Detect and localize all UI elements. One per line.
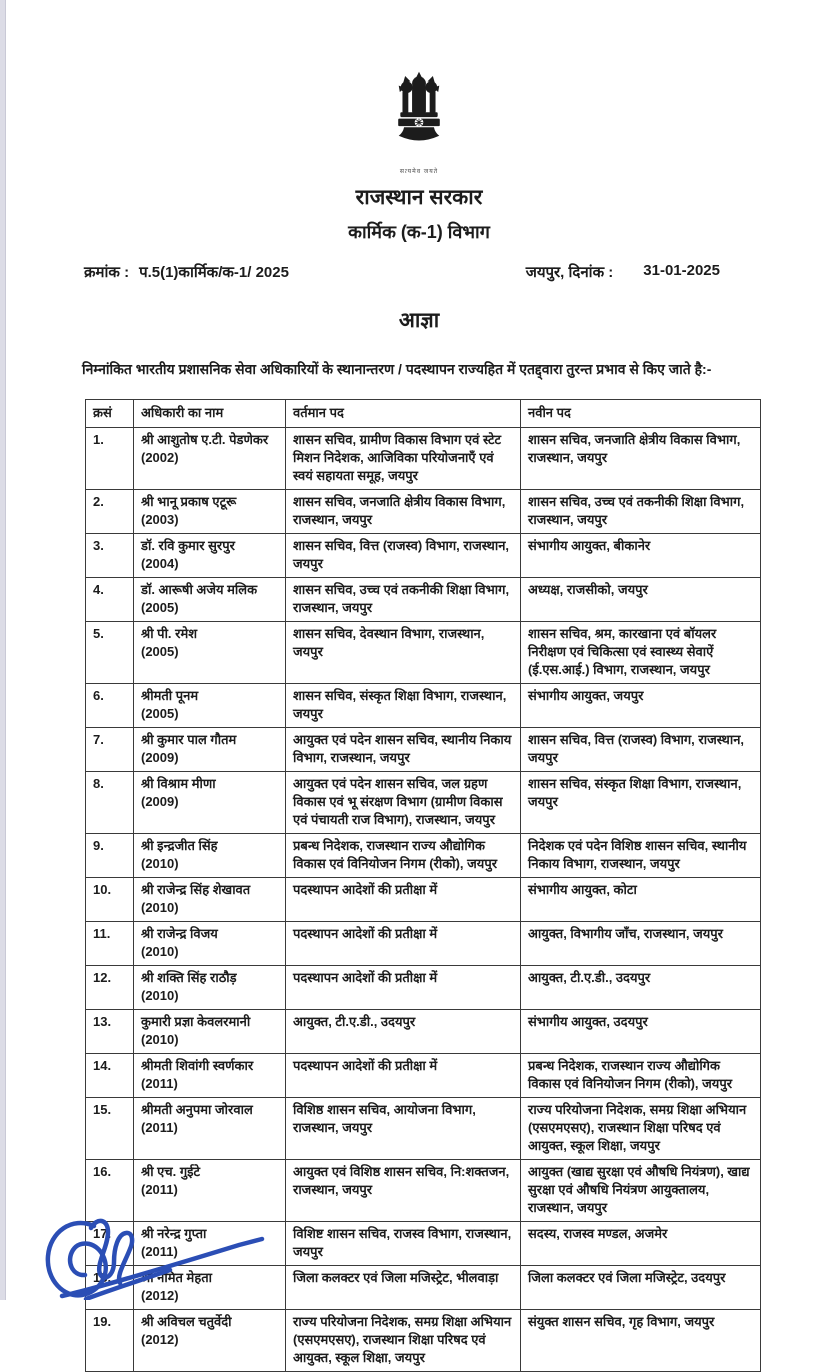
officer-name: श्री पी. रमेश bbox=[141, 626, 198, 641]
cell-current-post: जिला कलक्टर एवं जिला मजिस्ट्रेट, भीलवाड़ा bbox=[286, 1266, 521, 1310]
cell-officer-name bbox=[134, 1010, 286, 1054]
cell-serial: 18. bbox=[86, 1266, 134, 1310]
table-row bbox=[86, 1310, 761, 1372]
table-row bbox=[86, 490, 761, 534]
table-row bbox=[86, 428, 761, 490]
officer-batch-year: (2003) bbox=[141, 512, 179, 527]
cell-serial: 4. bbox=[86, 578, 134, 622]
officer-name: श्री आशुतोष ए.टी. पेडणेकर bbox=[141, 432, 269, 447]
officer-name: श्री नमित मेहता bbox=[141, 1270, 213, 1285]
cell-serial: 5. bbox=[86, 622, 134, 684]
cell-current-post: आयुक्त एवं पदेन शासन सचिव, जल ग्रहण विकास एवं भू संरक्षण विभाग (ग्रामीण विकास एवं पंचायती राज विभाग), राजस्थान, जयपुर bbox=[286, 772, 521, 834]
officer-batch-year: (2005) bbox=[141, 600, 179, 615]
cell-officer-name bbox=[134, 1310, 286, 1372]
officer-name: श्रीमती शिवांगी स्वर्णकार bbox=[141, 1058, 254, 1073]
order-document bbox=[6, 0, 832, 1365]
ref-number: प.5(1)कार्मिक/क-1/ 2025 bbox=[139, 264, 289, 281]
cell-current-post: शासन सचिव, उच्च एवं तकनीकी शिक्षा विभाग, राजस्थान, जयपुर bbox=[286, 578, 521, 622]
cell-new-post: आयुक्त, टी.ए.डी., उदयपुर bbox=[521, 966, 761, 1010]
cell-current-post: विशिष्ठ शासन सचिव, आयोजना विभाग, राजस्थान, जयपुर bbox=[286, 1098, 521, 1160]
table-row bbox=[86, 1010, 761, 1054]
ashoka-emblem-icon bbox=[387, 68, 451, 169]
reference-row bbox=[6, 262, 832, 282]
officer-name: श्री राजेन्द्र विजय bbox=[141, 926, 218, 941]
cell-new-post: संभागीय आयुक्त, बीकानेर bbox=[521, 534, 761, 578]
cell-new-post: आयुक्त, विभागीय जाँच, राजस्थान, जयपुर bbox=[521, 922, 761, 966]
place-date-label: जयपुर, दिनांक : bbox=[525, 264, 614, 281]
cell-new-post: शासन सचिव, जनजाति क्षेत्रीय विकास विभाग, राजस्थान, जयपुर bbox=[521, 428, 761, 490]
table-row bbox=[86, 878, 761, 922]
cell-officer-name bbox=[134, 772, 286, 834]
cell-current-post: आयुक्त एवं पदेन शासन सचिव, स्थानीय निकाय विभाग, राजस्थान, जयपुर bbox=[286, 728, 521, 772]
cell-serial: 8. bbox=[86, 772, 134, 834]
cell-officer-name bbox=[134, 728, 286, 772]
cell-current-post: पदस्थापन आदेशों की प्रतीक्षा में bbox=[286, 1054, 521, 1098]
table-row bbox=[86, 578, 761, 622]
reference-left bbox=[84, 262, 289, 282]
header-new-post: नवीन पद bbox=[521, 400, 761, 428]
officer-name: श्री भानू प्रकाष एटूरू bbox=[141, 494, 237, 509]
officer-batch-year: (2005) bbox=[141, 706, 179, 721]
officer-batch-year: (2011) bbox=[141, 1182, 178, 1197]
officer-name: श्री इन्द्रजीत सिंह bbox=[141, 838, 218, 853]
header-current-post: वर्तमान पद bbox=[286, 400, 521, 428]
intro-paragraph: निम्नांकित भारतीय प्रशासनिक सेवा अधिकारियों के स्थानान्तरण / पदस्थापन राज्यहित में एतद्द्वारा तुरन्त प्रभाव से किए जाते है:- bbox=[82, 361, 712, 377]
cell-officer-name bbox=[134, 966, 286, 1010]
order-title: आज्ञा bbox=[398, 309, 440, 332]
cell-officer-name bbox=[134, 922, 286, 966]
emblem-block bbox=[6, 0, 832, 175]
officer-name: श्री अविचल चतुर्वेदी bbox=[141, 1314, 232, 1329]
cell-serial: 13. bbox=[86, 1010, 134, 1054]
table-row bbox=[86, 1266, 761, 1310]
cell-current-post: शासन सचिव, देवस्थान विभाग, राजस्थान, जयपुर bbox=[286, 622, 521, 684]
cell-current-post: शासन सचिव, जनजाति क्षेत्रीय विकास विभाग, राजस्थान, जयपुर bbox=[286, 490, 521, 534]
header-officer-name: अधिकारी का नाम bbox=[134, 400, 286, 428]
cell-serial: 6. bbox=[86, 684, 134, 728]
table-row bbox=[86, 1098, 761, 1160]
cell-new-post: संभागीय आयुक्त, कोटा bbox=[521, 878, 761, 922]
officer-batch-year: (2011) bbox=[141, 1076, 178, 1091]
officer-name: श्री नरेन्द्र गुप्ता bbox=[141, 1226, 207, 1241]
cell-officer-name bbox=[134, 622, 286, 684]
officer-name: श्री कुमार पाल गौतम bbox=[141, 732, 237, 747]
table-row bbox=[86, 772, 761, 834]
cell-current-post: आयुक्त एवं विशिष्ठ शासन सचिव, नि:शक्तजन, राजस्थान, जयपुर bbox=[286, 1160, 521, 1222]
officer-batch-year: (2010) bbox=[141, 900, 179, 915]
officer-name: डॉ. रवि कुमार सुरपुर bbox=[141, 538, 235, 553]
cell-current-post: पदस्थापन आदेशों की प्रतीक्षा में bbox=[286, 922, 521, 966]
emblem-motto: सत्यमेव जयते bbox=[399, 169, 439, 175]
officer-batch-year: (2010) bbox=[141, 944, 179, 959]
cell-new-post: संयुक्त शासन सचिव, गृह विभाग, जयपुर bbox=[521, 1310, 761, 1372]
officer-name: श्रीमती अनुपमा जोरवाल bbox=[141, 1102, 253, 1117]
table-row bbox=[86, 834, 761, 878]
cell-current-post: पदस्थापन आदेशों की प्रतीक्षा में bbox=[286, 966, 521, 1010]
cell-current-post: शासन सचिव, ग्रामीण विकास विभाग एवं स्टेट मिशन निदेशक, आजिविका परियोजनाएँ एवं स्वयं सहायता समूह, जयपुर bbox=[286, 428, 521, 490]
officer-table-body bbox=[86, 428, 761, 1372]
cell-officer-name bbox=[134, 684, 286, 728]
table-row bbox=[86, 922, 761, 966]
reference-right bbox=[526, 262, 720, 282]
cell-new-post: संभागीय आयुक्त, जयपुर bbox=[521, 684, 761, 728]
officer-name: श्री एच. गुईटे bbox=[141, 1164, 201, 1179]
cell-new-post: राज्य परियोजना निदेशक, समग्र शिक्षा अभियान (एसएमएसए), राजस्थान शिक्षा परिषद एवं आयुक्त, स्कूल शिक्षा, जयपुर bbox=[521, 1098, 761, 1160]
order-date: 31-01-2025 bbox=[643, 262, 720, 279]
officer-batch-year: (2010) bbox=[141, 1032, 179, 1047]
cell-serial: 12. bbox=[86, 966, 134, 1010]
table-row bbox=[86, 684, 761, 728]
cell-current-post: शासन सचिव, वित्त (राजस्व) विभाग, राजस्थान, जयपुर bbox=[286, 534, 521, 578]
cell-serial: 17. bbox=[86, 1222, 134, 1266]
table-row bbox=[86, 966, 761, 1010]
table-row bbox=[86, 1222, 761, 1266]
officer-batch-year: (2010) bbox=[141, 856, 179, 871]
cell-new-post: शासन सचिव, संस्कृत शिक्षा विभाग, राजस्थान, जयपुर bbox=[521, 772, 761, 834]
department-title: कार्मिक (क-1) विभाग bbox=[348, 222, 490, 242]
officer-batch-year: (2009) bbox=[141, 794, 179, 809]
transfer-table bbox=[85, 399, 761, 1372]
cell-new-post: आयुक्त (खाद्य सुरक्षा एवं औषधि नियंत्रण), खाद्य सुरक्षा एवं औषधि नियंत्रण आयुक्तालय, राजस्थान, जयपुर bbox=[521, 1160, 761, 1222]
cell-serial: 1. bbox=[86, 428, 134, 490]
cell-officer-name bbox=[134, 1222, 286, 1266]
officer-batch-year: (2009) bbox=[141, 750, 179, 765]
cell-serial: 9. bbox=[86, 834, 134, 878]
cell-officer-name bbox=[134, 534, 286, 578]
cell-new-post: शासन सचिव, श्रम, कारखाना एवं बॉयलर निरीक्षण एवं चिकित्सा एवं स्वास्थ्य सेवाऐं (ई.एस.आई.) विभाग, राजस्थान, जयपुर bbox=[521, 622, 761, 684]
officer-name: कुमारी प्रज्ञा केवलरमानी bbox=[141, 1014, 251, 1029]
cell-officer-name bbox=[134, 834, 286, 878]
cell-current-post: प्रबन्ध निदेशक, राजस्थान राज्य औद्योगिक विकास एवं विनियोजन निगम (रीको), जयपुर bbox=[286, 834, 521, 878]
government-title: राजस्थान सरकार bbox=[355, 186, 483, 209]
officer-name: श्री शक्ति सिंह राठौड़ bbox=[141, 970, 237, 985]
table-row bbox=[86, 728, 761, 772]
ref-label: क्रमांक : bbox=[84, 264, 130, 281]
officer-batch-year: (2012) bbox=[141, 1288, 179, 1303]
table-row bbox=[86, 1160, 761, 1222]
cell-serial: 10. bbox=[86, 878, 134, 922]
cell-officer-name bbox=[134, 1098, 286, 1160]
cell-current-post: राज्य परियोजना निदेशक, समग्र शिक्षा अभियान (एसएमएसए), राजस्थान शिक्षा परिषद एवं आयुक्त, स्कूल शिक्षा, जयपुर bbox=[286, 1310, 521, 1372]
cell-new-post: प्रबन्ध निदेशक, राजस्थान राज्य औद्योगिक विकास एवं विनियोजन निगम (रीको), जयपुर bbox=[521, 1054, 761, 1098]
cell-officer-name bbox=[134, 1160, 286, 1222]
cell-new-post: शासन सचिव, वित्त (राजस्व) विभाग, राजस्थान, जयपुर bbox=[521, 728, 761, 772]
cell-officer-name bbox=[134, 428, 286, 490]
officer-batch-year: (2010) bbox=[141, 988, 179, 1003]
officer-name: श्री विश्राम मीणा bbox=[141, 776, 216, 791]
cell-current-post: पदस्थापन आदेशों की प्रतीक्षा में bbox=[286, 878, 521, 922]
table-row bbox=[86, 622, 761, 684]
cell-serial: 7. bbox=[86, 728, 134, 772]
table-row bbox=[86, 1054, 761, 1098]
officer-batch-year: (2011) bbox=[141, 1120, 178, 1135]
officer-name: डॉ. आरूषी अजेय मलिक bbox=[141, 582, 258, 597]
cell-new-post: सदस्य, राजस्व मण्डल, अजमेर bbox=[521, 1222, 761, 1266]
cell-current-post: विशिष्ट शासन सचिव, राजस्व विभाग, राजस्थान, जयपुर bbox=[286, 1222, 521, 1266]
cell-serial: 11. bbox=[86, 922, 134, 966]
cell-serial: 2. bbox=[86, 490, 134, 534]
cell-serial: 19. bbox=[86, 1310, 134, 1372]
officer-name: श्री राजेन्द्र सिंह शेखावत bbox=[141, 882, 251, 897]
cell-serial: 14. bbox=[86, 1054, 134, 1098]
cell-new-post: जिला कलक्टर एवं जिला मजिस्ट्रेट, उदयपुर bbox=[521, 1266, 761, 1310]
table-header-row bbox=[86, 400, 761, 428]
officer-batch-year: (2012) bbox=[141, 1332, 179, 1347]
cell-serial: 15. bbox=[86, 1098, 134, 1160]
header-serial: क्रसं bbox=[86, 400, 134, 428]
officer-batch-year: (2004) bbox=[141, 556, 179, 571]
officer-batch-year: (2011) bbox=[141, 1244, 178, 1259]
cell-current-post: शासन सचिव, संस्कृत शिक्षा विभाग, राजस्थान, जयपुर bbox=[286, 684, 521, 728]
officer-name: श्रीमती पूनम bbox=[141, 688, 199, 703]
cell-officer-name bbox=[134, 1266, 286, 1310]
cell-new-post: शासन सचिव, उच्च एवं तकनीकी शिक्षा विभाग, राजस्थान, जयपुर bbox=[521, 490, 761, 534]
cell-officer-name bbox=[134, 578, 286, 622]
cell-current-post: आयुक्त, टी.ए.डी., उदयपुर bbox=[286, 1010, 521, 1054]
cell-officer-name bbox=[134, 490, 286, 534]
table-row bbox=[86, 534, 761, 578]
cell-serial: 16. bbox=[86, 1160, 134, 1222]
cell-officer-name bbox=[134, 878, 286, 922]
cell-new-post: निदेशक एवं पदेन विशिष्ठ शासन सचिव, स्थानीय निकाय विभाग, राजस्थान, जयपुर bbox=[521, 834, 761, 878]
cell-serial: 3. bbox=[86, 534, 134, 578]
cell-officer-name bbox=[134, 1054, 286, 1098]
cell-new-post: संभागीय आयुक्त, उदयपुर bbox=[521, 1010, 761, 1054]
officer-batch-year: (2002) bbox=[141, 450, 179, 465]
cell-new-post: अध्यक्ष, राजसीको, जयपुर bbox=[521, 578, 761, 622]
officer-batch-year: (2005) bbox=[141, 644, 179, 659]
